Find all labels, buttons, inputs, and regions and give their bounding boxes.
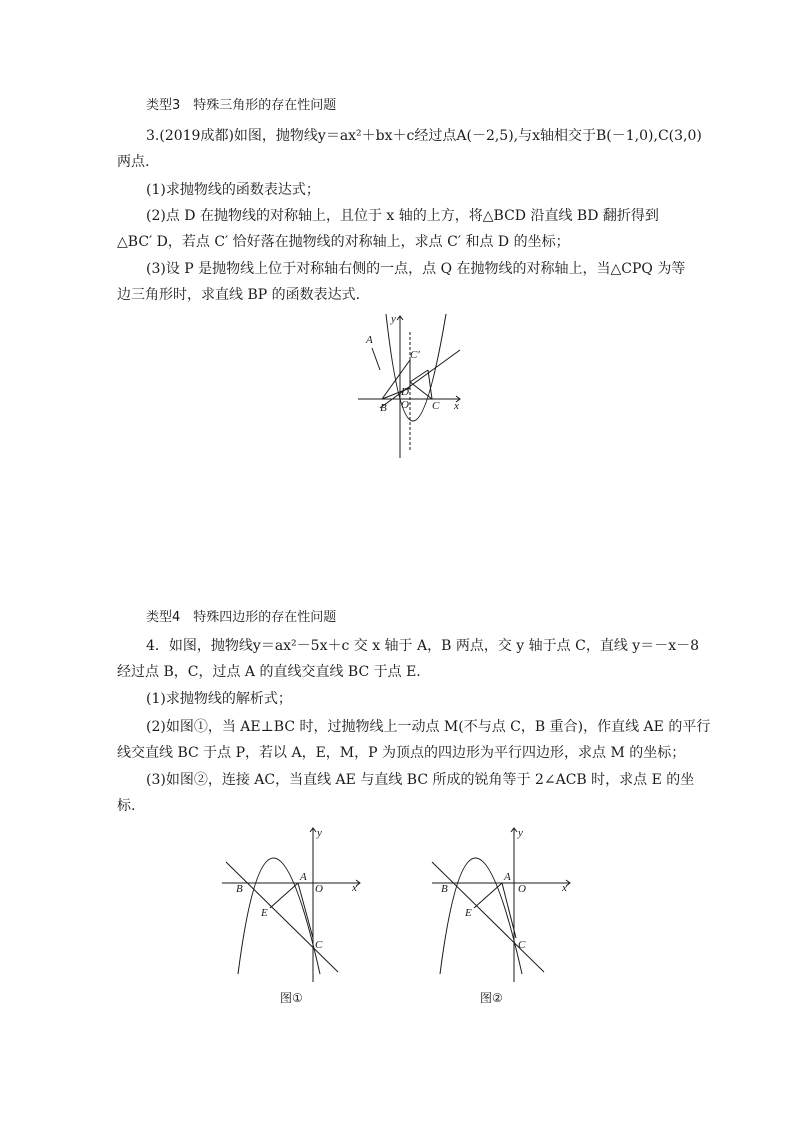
parabola [238, 858, 320, 974]
line-bc [226, 862, 338, 972]
fig3-label-b: B [380, 402, 387, 414]
section4-heading: 类型4 特殊四边形的存在性问题 [146, 610, 337, 625]
section3-heading: 类型3 特殊三角形的存在性问题 [146, 98, 337, 113]
segment-a-e [474, 883, 502, 908]
fig3-label-cprime: C′ [410, 349, 420, 361]
fig2-label-y: y [518, 827, 523, 839]
segment-d-c [410, 382, 432, 399]
problem4-figure1 [218, 822, 368, 1012]
fig1-label-y: y [317, 827, 322, 839]
problem3-q2-line1: (2)点 D 在抛物线的对称轴上，且位于 x 轴的上方，将△BCD 沿直线 BD 翻折得到 [146, 208, 659, 224]
fig3-label-y: y [391, 313, 396, 325]
fig1-label-o: O [315, 883, 323, 895]
fig1-label-b: B [236, 883, 243, 895]
problem4-figure2 [428, 822, 578, 1012]
fig2-label-o: O [518, 883, 526, 895]
segment-a-c [298, 883, 313, 938]
problem4-line1: 4．如图，抛物线y＝ax²－5x＋c 交 x 轴于 A，B 两点，交 y 轴于点 C，直线 y＝－x－8 [146, 638, 699, 654]
problem3-line1: 3.(2019成都)如图，抛物线y＝ax²＋bx＋c经过点A(－2,5),与x轴相交于B(－1,0),C(3,0) [146, 128, 702, 144]
fig1-label-e: E [261, 907, 268, 919]
problem3-q3-line2: 边三角形时，求直线 BP 的函数表达式. [117, 287, 361, 303]
fig3-label-d: D [401, 386, 409, 398]
fig2-label-x: x [562, 882, 567, 894]
fig1-label-c: C [315, 939, 323, 951]
arrow-a [372, 348, 380, 370]
problem3-q2-line2: △BC′ D，若点 C′ 恰好落在抛物线的对称轴上，求点 C′ 和点 D 的坐标； [117, 234, 570, 250]
problem4-q2-line1: (2)如图①，当 AE⊥BC 时，过抛物线上一动点 M(不与点 C，B 重合)，作直线 AE 的平行 [146, 719, 711, 735]
fig3-label-a: A [366, 334, 373, 346]
problem3-q1: (1)求抛物线的函数表达式； [146, 182, 320, 198]
problem4-q3-line1: (3)如图②，连接 AC，当直线 AE 与直线 BC 所成的锐角等于 2∠ACB 时，求点 E 的坐 [146, 772, 695, 788]
segment-a-e [270, 883, 298, 908]
fig3-label-o: O [401, 399, 409, 411]
fig1-label-x: x [352, 882, 357, 894]
problem4-q1: (1)求抛物线的解析式； [146, 691, 292, 707]
fig1-caption: 图① [280, 991, 303, 1005]
fig2-label-c: C [518, 939, 526, 951]
fig3-label-x: x [454, 400, 459, 412]
fig3-label-c: C [432, 400, 440, 412]
problem3-figure [350, 310, 480, 460]
problem3-line2: 两点. [117, 154, 150, 170]
fig2-caption: 图② [480, 991, 503, 1005]
fig2-label-b: B [441, 883, 448, 895]
fig1-label-a: A [300, 871, 307, 883]
problem4-q2-line2: 线交直线 BC 于点 P，若以 A，E，M，P 为顶点的四边形为平行四边形，求点 M 的坐标； [117, 745, 686, 761]
fig2-label-e: E [465, 907, 472, 919]
problem3-q3-line1: (3)设 P 是抛物线上位于对称轴右侧的一点，点 Q 在抛物线的对称轴上，当△CPQ 为等 [146, 261, 686, 277]
fig2-label-a: A [504, 871, 511, 883]
problem4-line2: 经过点 B，C，过点 A 的直线交直线 BC 于点 E. [117, 664, 421, 680]
problem4-q3-line2: 标. [117, 798, 136, 814]
